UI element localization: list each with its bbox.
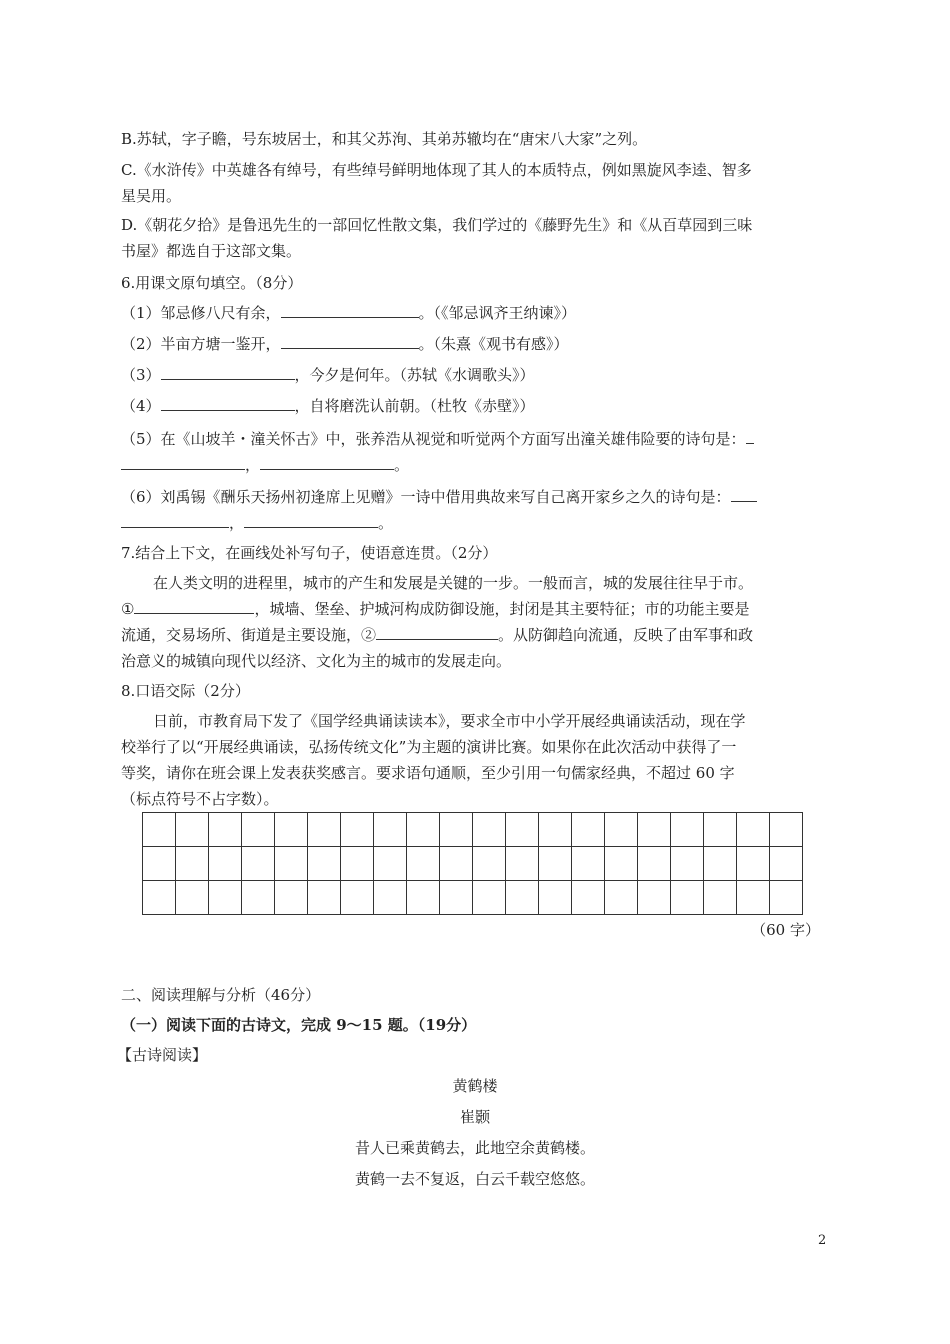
answer-grid-cell[interactable]	[341, 881, 374, 915]
q6-item3-prefix: （3）	[121, 366, 161, 384]
answer-grid-cell[interactable]	[275, 881, 308, 915]
answer-grid-cell[interactable]	[242, 881, 275, 915]
answer-grid-cell[interactable]	[440, 813, 473, 847]
answer-grid-cell[interactable]	[341, 813, 374, 847]
blank-field[interactable]	[731, 487, 757, 502]
option-c-line1: C.《水浒传》中英雄各有绰号，有些绰号鲜明地体现了其人的本质特点，例如黑旋风李逵、智多	[121, 161, 752, 179]
character-count-label: （60 字）	[751, 921, 820, 939]
q6-item6-prompt: （6）刘禹锡《酬乐天扬州初逢席上见赠》一诗中借用典故来写自己离开家乡之久的诗句是：	[121, 488, 731, 506]
answer-grid-cell[interactable]	[473, 881, 506, 915]
answer-grid-cell[interactable]	[407, 813, 440, 847]
answer-grid-cell[interactable]	[308, 847, 341, 881]
answer-grid-cell[interactable]	[308, 813, 341, 847]
answer-grid-cell[interactable]	[638, 813, 671, 847]
option-c-line2: 星吴用。	[121, 187, 182, 205]
answer-grid-cell[interactable]	[176, 813, 209, 847]
answer-grid-cell[interactable]	[209, 813, 242, 847]
answer-grid-cell[interactable]	[539, 847, 572, 881]
q7-title: 7.结合上下文，在画线处补写句子，使语意连贯。（2分）	[121, 544, 498, 562]
q6-item4-prefix: （4）	[121, 397, 161, 415]
q6-title: 6.用课文原句填空。（8分）	[121, 274, 303, 292]
answer-grid-cell[interactable]	[539, 881, 572, 915]
q8-para-line4: （标点符号不占字数）。	[121, 790, 279, 808]
q6-item6-period: 。	[378, 514, 394, 532]
blank-field[interactable]	[244, 513, 378, 528]
blank-field[interactable]	[161, 396, 295, 411]
q6-item3	[121, 362, 830, 388]
answer-grid-cell[interactable]	[242, 847, 275, 881]
answer-grid-cell[interactable]	[143, 813, 176, 847]
answer-grid-cell[interactable]	[275, 813, 308, 847]
option-b: B.苏轼，字子瞻，号东坡居士，和其父苏洵、其弟苏辙均在“唐宋八大家”之列。	[121, 130, 648, 148]
answer-grid-cell[interactable]	[242, 813, 275, 847]
poem-author: 崔颢	[459, 1108, 490, 1126]
answer-grid-cell[interactable]	[341, 847, 374, 881]
answer-grid-cell[interactable]	[539, 813, 572, 847]
q6-item4	[121, 393, 830, 419]
answer-grid-cell[interactable]	[638, 881, 671, 915]
answer-grid-cell[interactable]	[605, 813, 638, 847]
q6-item5-period: 。	[394, 456, 410, 474]
q7-para-line3-rest: 。从防御趋向流通，反映了由军事和政	[498, 626, 754, 644]
q7-para-line3-text: 流通，交易场所、街道是主要设施，②	[121, 626, 377, 644]
blank-field[interactable]	[121, 455, 245, 470]
answer-grid[interactable]	[142, 812, 803, 915]
q8-para-line1: 日前，市教育局下发了《国学经典诵读读本》，要求全市中小学开展经典诵读活动，现在学	[153, 712, 746, 730]
answer-grid-cell[interactable]	[374, 881, 407, 915]
section2-subtitle: （一）阅读下面的古诗文，完成 9～15 题。（19分）	[121, 1016, 477, 1034]
blank-field[interactable]	[161, 365, 295, 380]
answer-grid-row	[143, 881, 803, 915]
answer-grid-cell[interactable]	[572, 813, 605, 847]
answer-grid-cell[interactable]	[407, 847, 440, 881]
answer-grid-cell[interactable]	[671, 847, 704, 881]
answer-grid-cell[interactable]	[770, 881, 803, 915]
blank-field[interactable]	[281, 334, 419, 349]
answer-grid-cell[interactable]	[704, 813, 737, 847]
answer-grid-cell[interactable]	[440, 847, 473, 881]
poem-line1: 昔人已乘黄鹤去，此地空余黄鹤楼。	[354, 1139, 595, 1157]
q8-title: 8.口语交际（2分）	[121, 682, 250, 700]
answer-grid-body[interactable]	[143, 813, 803, 915]
q7-para-line2	[121, 596, 830, 622]
answer-grid-cell[interactable]	[308, 881, 341, 915]
poem-title: 黄鹤楼	[452, 1077, 498, 1095]
answer-grid-cell[interactable]	[143, 847, 176, 881]
answer-grid-cell[interactable]	[572, 847, 605, 881]
answer-grid-cell[interactable]	[407, 881, 440, 915]
answer-grid-row	[143, 813, 803, 847]
answer-grid-cell[interactable]	[209, 881, 242, 915]
answer-grid-cell[interactable]	[176, 847, 209, 881]
poem-tag: 【古诗阅读】	[117, 1046, 208, 1064]
q6-item3-suffix: ，今夕是何年。（苏轼《水调歌头》）	[294, 366, 535, 384]
answer-grid-cell[interactable]	[374, 847, 407, 881]
q6-item6-comma: ，	[229, 514, 245, 532]
answer-grid-cell[interactable]	[605, 847, 638, 881]
q6-item5-comma: ，	[245, 456, 261, 474]
answer-grid-cell[interactable]	[506, 847, 539, 881]
answer-grid-cell[interactable]	[506, 813, 539, 847]
q6-item5-prompt: （5）在《山坡羊・潼关怀古》中，张养浩从视觉和听觉两个方面写出潼关雄伟险要的诗句是：	[121, 430, 746, 448]
answer-grid-cell[interactable]	[737, 847, 770, 881]
q6-item4-suffix: ，自将磨洗认前朝。（杜牧《赤壁》）	[294, 397, 535, 415]
answer-grid-cell[interactable]	[704, 881, 737, 915]
answer-grid-row	[143, 847, 803, 881]
q6-item5-line2	[121, 452, 830, 478]
q7-para-line1: 在人类文明的进程里，城市的产生和发展是关键的一步。一般而言，城的发展往往早于市。	[153, 574, 754, 592]
q6-item6-line1	[121, 484, 830, 510]
answer-grid-cell[interactable]	[737, 813, 770, 847]
answer-grid-cell[interactable]	[209, 847, 242, 881]
blank-field[interactable]	[281, 303, 419, 318]
blank-field[interactable]	[121, 513, 229, 528]
answer-grid-cell[interactable]	[671, 813, 704, 847]
blank-field[interactable]	[376, 625, 498, 640]
answer-grid-cell[interactable]	[605, 881, 638, 915]
answer-grid-cell[interactable]	[770, 847, 803, 881]
q7-para-line2-text: ，城墙、堡垒、护城河构成防御设施，封闭是其主要特征；市的功能主要是	[254, 600, 750, 618]
answer-grid-cell[interactable]	[770, 813, 803, 847]
answer-grid-cell[interactable]	[473, 813, 506, 847]
q6-item2	[121, 331, 830, 357]
q6-item5-line1	[121, 426, 830, 452]
answer-grid-cell[interactable]	[275, 847, 308, 881]
answer-grid-cell[interactable]	[572, 881, 605, 915]
q7-para-line4: 治意义的城镇向现代以经济、文化为主的城市的发展走向。	[121, 652, 512, 670]
answer-grid-cell[interactable]	[638, 847, 671, 881]
q6-item1-prefix: （1）邹忌修八尺有余，	[121, 304, 281, 322]
q8-para-line2: 校举行了以“开展经典诵读，弘扬传统文化”为主题的演讲比赛。如果你在此次活动中获得了一	[121, 738, 737, 756]
answer-grid-cell[interactable]	[737, 881, 770, 915]
blank-field[interactable]	[260, 455, 394, 470]
answer-grid-cell[interactable]	[671, 881, 704, 915]
q6-item2-prefix: （2）半亩方塘一鉴开，	[121, 335, 281, 353]
answer-grid-cell[interactable]	[143, 881, 176, 915]
blank-field[interactable]	[746, 429, 754, 444]
q8-para-line3: 等奖，请你在班会课上发表获奖感言。要求语句通顺，至少引用一句儒家经典，不超过 60 字	[121, 764, 735, 782]
option-d-line2: 书屋》都选自于这部文集。	[121, 242, 302, 260]
answer-grid-cell[interactable]	[176, 881, 209, 915]
answer-grid-cell[interactable]	[440, 881, 473, 915]
answer-grid-cell[interactable]	[506, 881, 539, 915]
q6-item2-suffix: 。（朱熹《观书有感》）	[418, 335, 569, 353]
q6-item6-line2	[121, 510, 830, 536]
q7-blank1-marker: ①	[121, 600, 135, 618]
answer-grid-cell[interactable]	[374, 813, 407, 847]
answer-grid-cell[interactable]	[473, 847, 506, 881]
blank-field[interactable]	[134, 599, 254, 614]
q6-item1	[121, 300, 830, 326]
section2-title: 二、阅读理解与分析（46分）	[121, 986, 321, 1004]
option-d-line1: D.《朝花夕拾》是鲁迅先生的一部回忆性散文集，我们学过的《藤野先生》和《从百草园到三味	[121, 216, 753, 234]
q6-item1-suffix: 。（《邹忌讽齐王纳谏》）	[418, 304, 577, 322]
poem-line2: 黄鹤一去不复返，白云千载空悠悠。	[354, 1170, 595, 1188]
page-number: 2	[818, 1233, 827, 1248]
q7-para-line3	[121, 622, 830, 648]
answer-grid-cell[interactable]	[704, 847, 737, 881]
